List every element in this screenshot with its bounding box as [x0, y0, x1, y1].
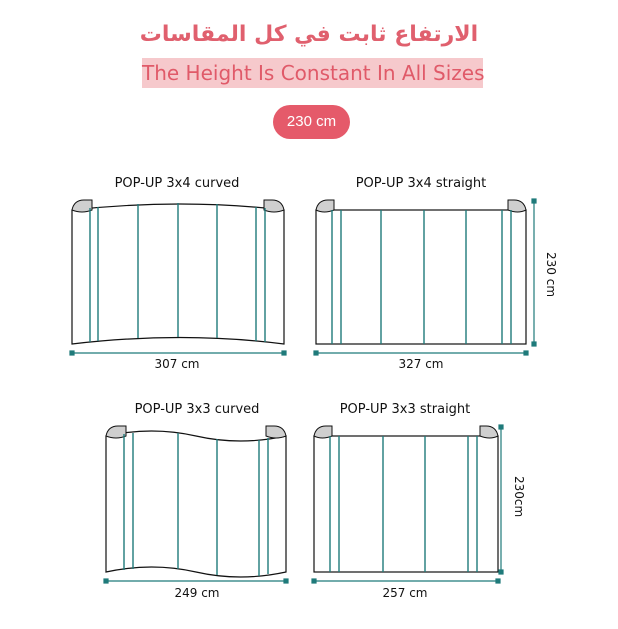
- panel-3x3-straight: [290, 402, 526, 602]
- panel-3x4-curved: [62, 176, 292, 376]
- height-label: 230cm: [512, 476, 526, 518]
- panel-title: POP-UP 3x3 straight: [339, 402, 471, 417]
- panel-title: POP-UP 3x3 curved: [134, 402, 260, 417]
- height-badge: 230 cm: [273, 105, 350, 139]
- straight-popup-3x3-drawing: [290, 422, 520, 597]
- curved-popup-3x3-drawing: [82, 422, 312, 597]
- panel-3x4-straight: [306, 176, 558, 376]
- panel-title: POP-UP 3x4 curved: [114, 176, 240, 191]
- panel-title: POP-UP 3x4 straight: [355, 176, 487, 191]
- width-label: 257 cm: [382, 586, 428, 600]
- english-title: The Height Is Constant In All Sizes: [142, 58, 483, 88]
- height-label: 230 cm: [544, 252, 558, 298]
- panel-3x3-curved: [82, 402, 312, 602]
- width-label: 307 cm: [154, 357, 200, 371]
- arabic-title: الارتفاع ثابت في كل المقاسات: [139, 22, 479, 47]
- width-label: 327 cm: [398, 357, 444, 371]
- width-label: 249 cm: [174, 586, 220, 600]
- curved-popup-3x4-drawing: [62, 196, 292, 366]
- straight-popup-3x4-drawing: [306, 196, 536, 366]
